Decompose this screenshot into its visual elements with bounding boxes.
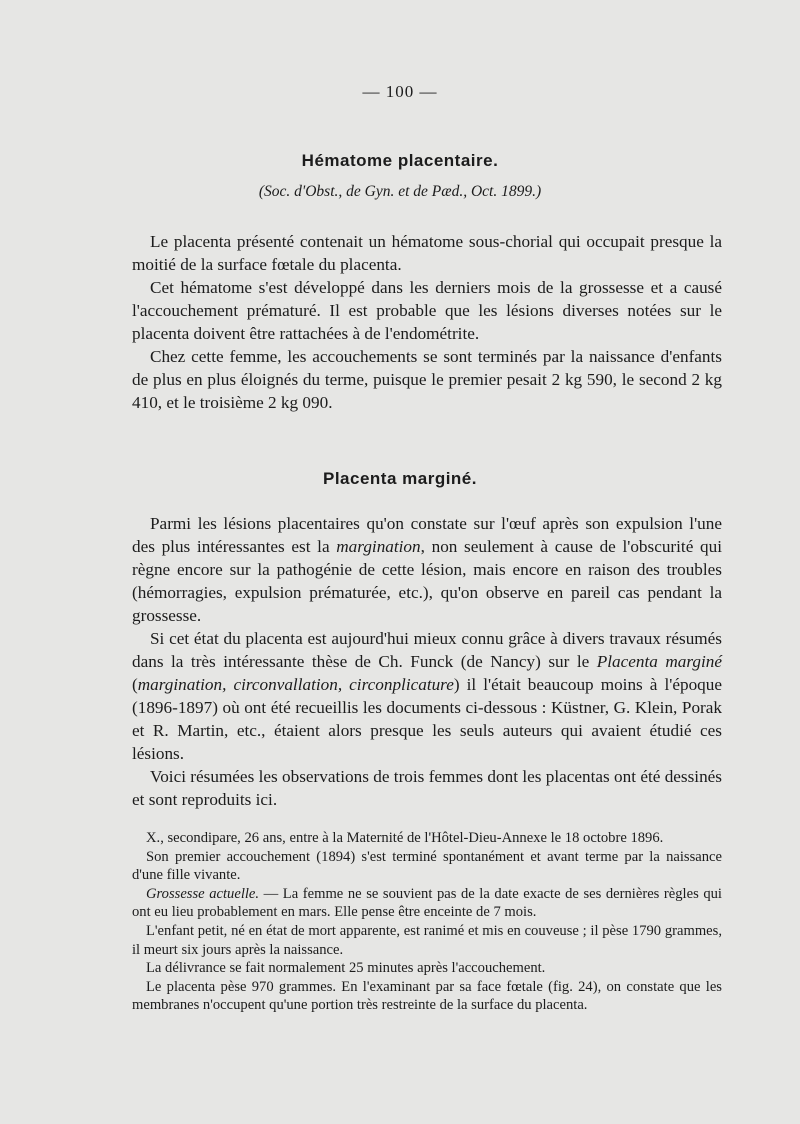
section-placenta-margine-body: [132, 512, 722, 811]
italic-title: Placenta marginé: [596, 652, 722, 671]
note-line: La délivrance se fait normalement 25 minutes après l'accouchement.: [146, 960, 546, 977]
text-span: — La femme ne se souvient pas de la date exacte de ses dernières règles qui ont eu lieu probablement en mars. Elle pense être enceinte de 7 mois.: [132, 885, 722, 921]
italic-term: margination: [336, 537, 421, 556]
paragraph: Chez cette femme, les accouchements se sont terminés par la naissance d'enfants de plus en plus éloignés du terme, puisque le premier pesait 2 kg 590, le second 2 kg 410, et le troisième 2 kg 090.: [132, 347, 722, 412]
paragraph: Cet hématome s'est développé dans les derniers mois de la grossesse et a causé l'accouchement prématuré. Il est probable que les lésions diverses notées sur le placenta doivent être rattachées à de l'endométrite.: [132, 278, 722, 343]
page-number: — 100 —: [362, 82, 438, 101]
section-title-placenta-margine: Placenta marginé.: [322, 469, 477, 488]
note-label: Grossesse actuelle.: [146, 885, 260, 902]
paragraph: Le placenta présenté contenait un hématome sous-chorial qui occupait presque la moitié de la surface fœtale du placenta.: [132, 232, 722, 274]
section-title-hematome: Hématome placentaire.: [301, 151, 499, 170]
note-line: Son premier accouchement (1894) s'est terminé spontanément et avant terme par la naissance d'une fille vivante.: [132, 848, 722, 884]
section-source: (Soc. d'Obst., de Gyn. et de Pæd., Oct. 1899.): [258, 183, 542, 200]
note-line: X., secondipare, 26 ans, entre à la Maternité de l'Hôtel-Dieu-Annexe le 18 octobre 1896.: [146, 830, 664, 846]
text-span: (: [132, 675, 138, 694]
paragraph: Voici résumées les observations de trois femmes dont les placentas ont été dessinés et sont reproduits ici.: [132, 767, 722, 809]
note-line: [132, 885, 722, 922]
case-notes: [132, 829, 722, 1015]
paragraph: [132, 627, 722, 765]
text-span: ) il l'était beaucoup moins à l'époque (1896-1897) où ont été recueillis les documents ci-dessous : Küstner, G. Klein, Porak et R. Martin, etc., étaient alors presque les seuls auteurs qui avaient étudié ces lésions.: [132, 675, 722, 763]
italic-terms: margination, circonvallation, circonplicature: [137, 675, 454, 694]
note-line: L'enfant petit, né en état de mort apparente, est ranimé et mis en couveuse ; il pèse 1790 grammes, il meurt six jours après la naissance.: [132, 922, 722, 958]
text-span: , non seulement à cause de l'obscurité qui règne encore sur la pathogénie de cette lésion, mais encore en raison des troubles (hémorragies, expulsion prématurée, etc.), qu'on observe en pareil cas pendant la grossesse.: [132, 537, 722, 625]
note-line: Le placenta pèse 970 grammes. En l'examinant par sa face fœtale (fig. 24), on constate que les membranes n'occupent qu'une portion très restreinte de la surface du placenta.: [132, 978, 722, 1014]
text-span: Parmi les lésions placentaires qu'on constate sur l'œuf après son expulsion l'une des plus intéressantes est la: [132, 514, 722, 556]
text-span: Si cet état du placenta est aujourd'hui mieux connu grâce à divers travaux résumés dans la très intéressante thèse de Ch. Funck (de Nancy) sur le: [132, 629, 722, 671]
section-hematome-body: [132, 230, 722, 414]
paragraph: [132, 512, 722, 627]
